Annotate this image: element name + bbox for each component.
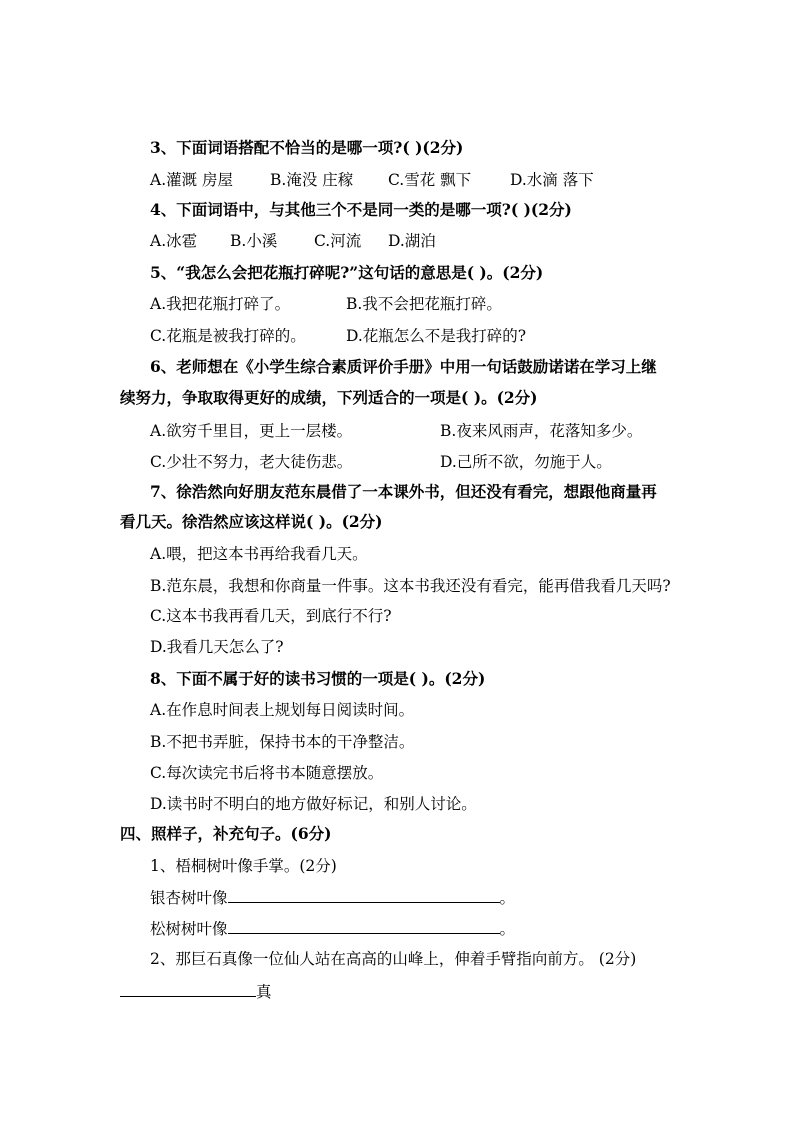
section4-item1-example: 1、梧桐树叶像手掌。(2分) [150, 857, 337, 875]
q7-option-c: C.这本书我再看几天，到底行不行? [150, 607, 392, 625]
q3-option-d: D.水滴 落下 [510, 171, 594, 189]
q4-option-b: B.小溪 [230, 232, 278, 250]
q5-option-d: D.花瓶怎么不是我打碎的? [346, 327, 527, 345]
q4-option-c: C.河流 [314, 232, 362, 250]
line-b-prefix: 松树树叶像 [150, 920, 228, 938]
q7-stem-line2: 看几天。徐浩然应该这样说( )。(2分) [120, 512, 383, 531]
q4-option-a: A.冰雹 [150, 232, 198, 250]
answer-blank-b[interactable] [228, 918, 500, 934]
q6-option-d: D.己所不欲，勿施于人。 [440, 453, 612, 471]
q3-option-b: B.淹没 庄稼 [270, 171, 354, 189]
answer-blank-c[interactable] [120, 981, 256, 997]
answer-blank-a[interactable] [228, 887, 500, 903]
line-b-end: 。 [499, 920, 516, 938]
q4-option-d: D.湖泊 [388, 232, 436, 250]
answer-suffix: 真 [256, 983, 272, 1001]
q6-option-a: A.欲穷千里目，更上一层楼。 [150, 422, 353, 440]
section4-title: 四、照样子，补充句子。(6分) [120, 824, 332, 843]
q5-option-b: B.我不会把花瓶打碎。 [346, 295, 502, 313]
q6-option-b: B.夜来风雨声，花落知多少。 [440, 422, 643, 440]
line-a-prefix: 银杏树叶像 [150, 889, 228, 907]
section4-item1-line-b [150, 918, 515, 938]
section4-item2-answer [120, 981, 272, 1001]
q8-option-a: A.在作息时间表上规划每日阅读时间。 [150, 701, 415, 719]
q8-stem: 8、下面不属于好的读书习惯的一项是( )。(2分) [150, 669, 486, 688]
q7-stem-line1: 7、徐浩然向好朋友范东晨借了一本课外书，但还没有看完，想跟他商量再 [150, 482, 657, 501]
q8-option-c: C.每次读完书后将书本随意摆放。 [150, 764, 384, 782]
q7-option-b: B.范东晨，我想和你商量一件事。这本书我还没有看完，能再借我看几天吗? [150, 577, 671, 595]
q3-stem: 3、下面词语搭配不恰当的是哪一项?( )(2分) [150, 138, 464, 157]
q3-option-a: A.灌溉 房屋 [150, 171, 234, 189]
q5-option-a: A.我把花瓶打碎了。 [150, 295, 291, 313]
q8-option-d: D.读书时不明白的地方做好标记，和别人讨论。 [150, 795, 477, 813]
q4-stem: 4、下面词语中，与其他三个不是同一类的是哪一项?( )(2分) [150, 200, 572, 219]
q6-stem-line2: 续努力，争取取得更好的成绩，下列适合的一项是( )。(2分) [120, 388, 538, 407]
q6-option-c: C.少壮不努力，老大徒伤悲。 [150, 453, 353, 471]
q8-option-b: B.不把书弄脏，保持书本的干净整洁。 [150, 733, 415, 751]
q6-stem-line1: 6、老师想在《小学生综合素质评价手册》中用一句话鼓励诺诺在学习上继 [150, 357, 657, 376]
q5-stem: 5、“我怎么会把花瓶打碎呢?”这句话的意思是( )。(2分) [150, 263, 544, 282]
q5-option-c: C.花瓶是被我打碎的。 [150, 327, 306, 345]
q3-option-c: C.雪花 飘下 [388, 171, 472, 189]
section4-item1-line-a [150, 887, 515, 907]
section4-item2-example: 2、那巨石真像一位仙人站在高高的山峰上，伸着手臂指向前方。 (2分) [150, 950, 637, 968]
line-a-end: 。 [499, 889, 516, 907]
q7-option-a: A.喂，把这本书再给我看几天。 [150, 545, 368, 563]
q7-option-d: D.我看几天怎么了? [150, 638, 284, 656]
